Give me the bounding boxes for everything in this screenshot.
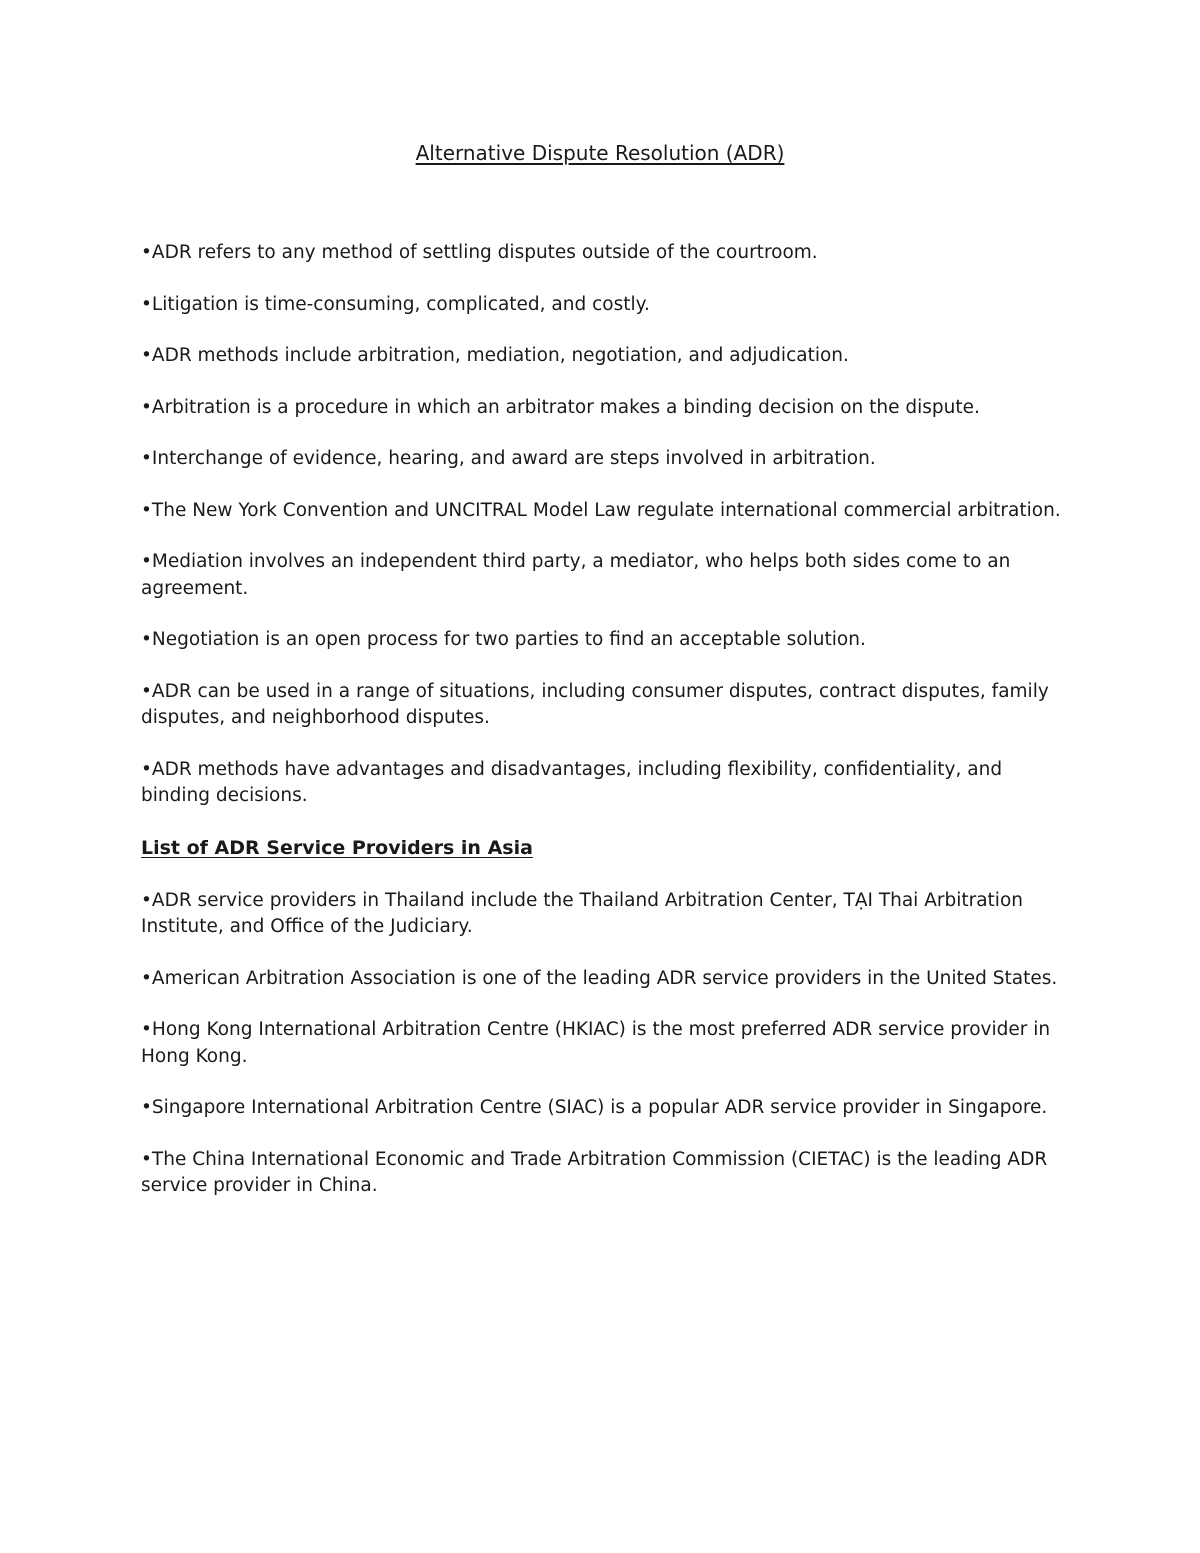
bullet-item: •Negotiation is an open process for two parties to find an acceptable solution. xyxy=(141,629,866,650)
bullet-item: •ADR refers to any method of settling disputes outside of the courtroom. xyxy=(141,242,818,263)
bullet-item: •Interchange of evidence, hearing, and award are steps involved in arbitration. xyxy=(141,448,876,469)
provider-bullet-item: •Singapore International Arbitration Centre (SIAC) is a popular ADR service provider in Singapore. xyxy=(141,1097,1048,1118)
provider-bullet-item: •The China International Economic and Trade Arbitration Commission (CIETAC) is the leading ADR service provider in China. xyxy=(141,1148,1048,1196)
provider-bullet-item: •American Arbitration Association is one of the leading ADR service providers in the United States. xyxy=(141,967,1058,989)
provider-bullet-item: •Hong Kong International Arbitration Centre (HKIAC) is the most preferred ADR service provider in Hong Kong. xyxy=(141,1019,1051,1067)
bullet-item: •Mediation involves an independent third party, a mediator, who helps both sides come to an agreement. xyxy=(141,551,1011,599)
bullet-item: •Litigation is time-consuming, complicated, and costly. xyxy=(141,293,650,315)
provider-bullet-item: •ADR service providers in Thailand include the Thailand Arbitration Center, TẠI Thai Arbitration Institute, and Office of the Judiciary. xyxy=(141,889,1023,937)
bullet-item: •ADR methods have advantages and disadvantages, including flexibility, confidentiality, and binding decisions. xyxy=(141,758,1003,806)
document-body xyxy=(141,240,1061,1225)
bullet-item: •ADR methods include arbitration, mediation, negotiation, and adjudication. xyxy=(141,345,849,366)
section-heading: List of ADR Service Providers in Asia xyxy=(141,836,533,859)
bullet-item: •Arbitration is a procedure in which an arbitrator makes a binding decision on the dispute. xyxy=(141,396,980,418)
bullet-item: •The New York Convention and UNCITRAL Model Law regulate international commercial arbitration. xyxy=(141,499,1061,521)
document-title: Alternative Dispute Resolution (ADR) xyxy=(415,141,785,165)
bullet-item: •ADR can be used in a range of situations, including consumer disputes, contract disputes, family disputes, and neighborhood disputes. xyxy=(141,680,1049,728)
